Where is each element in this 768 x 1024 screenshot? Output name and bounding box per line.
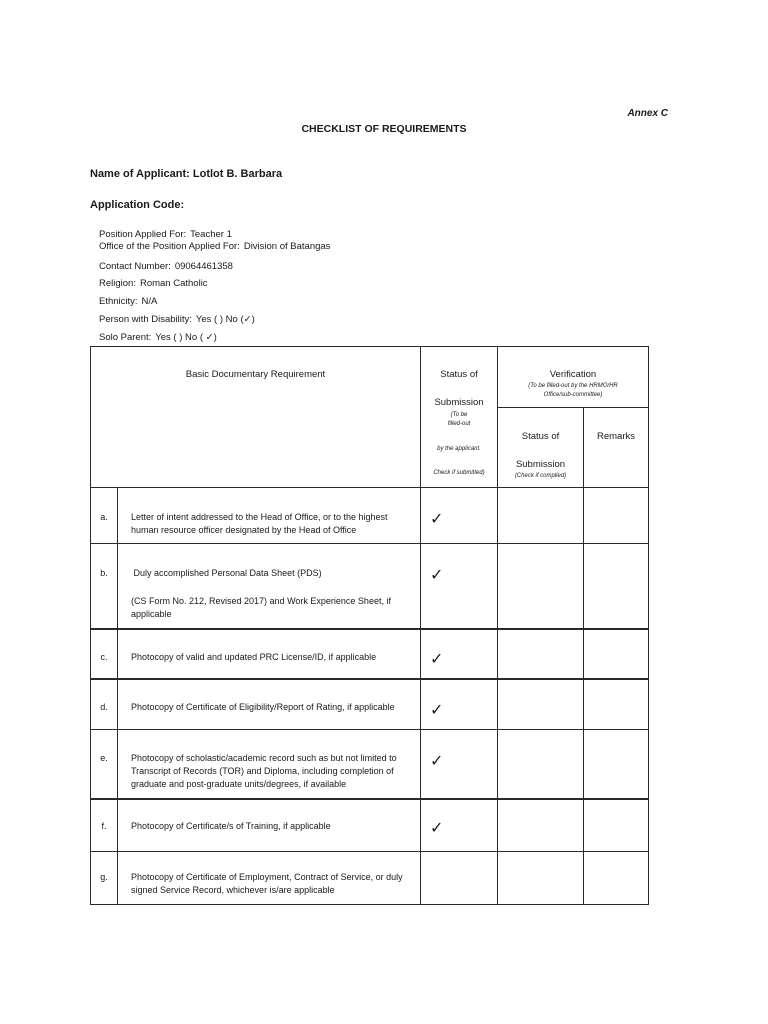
table-border-bottom bbox=[90, 904, 649, 905]
applicant-value: Lotlot B. Barbara bbox=[192, 168, 283, 180]
applicant-label: Name of Applicant: bbox=[90, 168, 190, 180]
checkmark-icon: ✓ bbox=[430, 509, 444, 528]
checkmark-icon: ✓ bbox=[430, 751, 444, 770]
row-requirement-text: Photocopy of scholastic/academic record such as but not limited to Transcript of Records (TOR) and Diploma, including completion of graduate and post-graduate units/degrees, if available bbox=[131, 753, 397, 789]
header-remarks: Remarks bbox=[596, 431, 635, 442]
checkmark-icon: ✓ bbox=[430, 649, 444, 668]
remarks-column-divider bbox=[583, 407, 584, 905]
applicant-name bbox=[90, 168, 282, 180]
contact-line bbox=[99, 261, 233, 272]
row-letter: f. bbox=[101, 821, 107, 831]
verification-note1: (To be filled-out by the HRMO/HR bbox=[528, 383, 618, 389]
position-label: Position Applied For: bbox=[99, 229, 187, 240]
religion-line bbox=[99, 278, 208, 289]
office-value: Division of Batangas bbox=[243, 241, 331, 252]
religion-label: Religion: bbox=[99, 278, 136, 289]
checkmark-icon: ✓ bbox=[430, 565, 444, 584]
header-status-note3: by the applicant. bbox=[437, 446, 481, 452]
row-letter: c. bbox=[100, 652, 108, 662]
contact-value: 09064461358 bbox=[174, 261, 233, 272]
header-status-line2: Submission bbox=[434, 397, 484, 408]
solo-parent-value: Yes ( ) No ( ✓) bbox=[155, 332, 217, 343]
office-label: Office of the Position Applied For: bbox=[99, 241, 240, 252]
checkmark-icon: ✓ bbox=[430, 818, 444, 837]
ethnicity-label: Ethnicity: bbox=[99, 296, 138, 307]
row-divider bbox=[90, 678, 649, 680]
application-code-label: Application Code: bbox=[90, 199, 185, 211]
ethnicity-value: N/A bbox=[141, 296, 158, 307]
pwd-line bbox=[99, 314, 255, 325]
application-code bbox=[90, 199, 184, 211]
row-letter: e. bbox=[100, 753, 108, 763]
annex-label: Annex C bbox=[627, 108, 668, 119]
row-requirement-text: Photocopy of Certificate/s of Training, if applicable bbox=[131, 821, 331, 831]
row-divider bbox=[90, 729, 649, 730]
header-requirement: Basic Documentary Requirement bbox=[185, 369, 326, 380]
row-letter: g. bbox=[100, 872, 108, 882]
header-ver-status-line1: Status of bbox=[521, 431, 560, 442]
header-ver-status-note: (Check if complied) bbox=[514, 473, 567, 479]
header-status-note2: filled-out bbox=[447, 421, 471, 427]
row-divider bbox=[90, 798, 649, 800]
table-border-right bbox=[648, 346, 649, 905]
row-requirement-text: Photocopy of Certificate of Employment, Contract of Service, or duly signed Service Record, whichever is/are applicable bbox=[131, 872, 403, 895]
header-ver-status-line2: Submission bbox=[515, 459, 566, 470]
header-verification: Verification bbox=[549, 369, 597, 380]
row-divider bbox=[90, 851, 649, 852]
row-requirement-text: Letter of intent addressed to the Head of Office, or to the highest human resource officer designated by the Head of Office bbox=[131, 512, 388, 535]
checkmark-icon: ✓ bbox=[430, 700, 444, 719]
row-requirement-text: Photocopy of valid and updated PRC License/ID, if applicable bbox=[131, 652, 377, 662]
ethnicity-line bbox=[99, 296, 157, 307]
row-letter: d. bbox=[100, 702, 108, 712]
header-status-line1: Status of bbox=[440, 369, 478, 380]
letter-column-divider bbox=[117, 487, 118, 905]
header-status-note1: (To be bbox=[450, 412, 468, 418]
table-border-top bbox=[90, 346, 649, 347]
position-line bbox=[99, 229, 232, 240]
status-column-divider bbox=[420, 346, 421, 905]
row-requirement-text: Photocopy of Certificate of Eligibility/Report of Rating, if applicable bbox=[131, 702, 395, 712]
table-header-bottom bbox=[90, 487, 649, 488]
office-line bbox=[99, 241, 330, 252]
pwd-label: Person with Disability: bbox=[99, 314, 192, 325]
position-value: Teacher 1 bbox=[190, 229, 232, 240]
row-letter: b. bbox=[100, 568, 108, 578]
row-requirement-text: Duly accomplished Personal Data Sheet (PDS) bbox=[131, 568, 322, 578]
header-status-note4: Check if submitted) bbox=[433, 470, 485, 476]
solo-parent-label: Solo Parent: bbox=[99, 332, 152, 343]
pwd-value: Yes ( ) No (✓) bbox=[195, 314, 255, 325]
row-divider bbox=[90, 543, 649, 544]
religion-value: Roman Catholic bbox=[139, 278, 208, 289]
verification-divider bbox=[497, 407, 649, 408]
row-letter: a. bbox=[100, 512, 108, 522]
solo-parent-line bbox=[99, 332, 217, 343]
verification-note2: Office/sub-committee) bbox=[543, 392, 603, 398]
document-title: CHECKLIST OF REQUIREMENTS bbox=[301, 123, 467, 135]
contact-label: Contact Number: bbox=[99, 261, 171, 272]
verification-column-divider bbox=[497, 346, 498, 905]
row-divider bbox=[90, 628, 649, 630]
row-requirement-subtext: (CS Form No. 212, Revised 2017) and Work Experience Sheet, if applicable bbox=[131, 596, 391, 619]
